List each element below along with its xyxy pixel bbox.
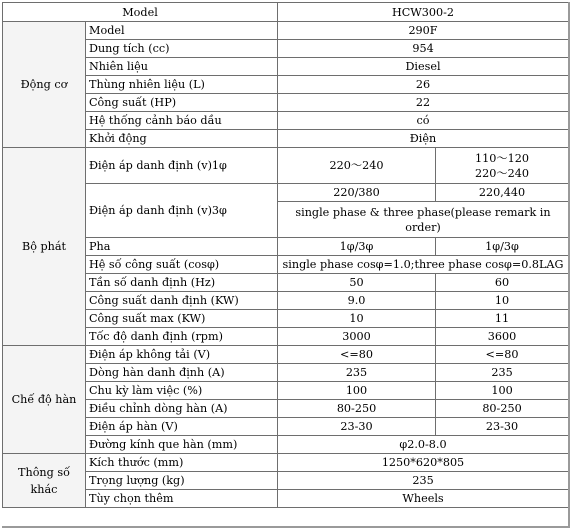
- row-label: Pha: [86, 238, 278, 256]
- table-row: [3, 418, 569, 436]
- row-label: Nhiên liệu: [86, 58, 278, 76]
- row-value: 290F: [278, 22, 569, 40]
- value-60hz: 3600: [436, 328, 569, 346]
- table-row: [3, 58, 569, 76]
- value-50hz: 235: [278, 364, 436, 382]
- row-label: Model: [86, 22, 278, 40]
- table-row: [3, 130, 569, 148]
- value-50hz: 220/380: [278, 184, 436, 202]
- table-row: [3, 400, 569, 418]
- group-engine: Động cơ: [3, 22, 86, 148]
- value-60hz-line2: 220～240: [475, 166, 529, 180]
- row-label: Hệ thống cảnh báo dầu: [86, 112, 278, 130]
- value-50hz: 10: [278, 310, 436, 328]
- table-row: [3, 454, 569, 472]
- value-60hz: 10: [436, 292, 569, 310]
- table-row: [3, 292, 569, 310]
- group-welding: Chế độ hàn: [3, 346, 86, 454]
- value-50hz: 220～240: [278, 148, 436, 184]
- value-60hz: <=80: [436, 346, 569, 364]
- value-60hz: 60: [436, 274, 569, 292]
- table-row: [3, 184, 569, 202]
- value-60hz: 23-30: [436, 418, 569, 436]
- header-model-value: HCW300-2: [278, 3, 569, 22]
- row-value: Wheels: [278, 490, 569, 508]
- row-value: có: [278, 112, 569, 130]
- phase-note: single phase & three phase(please remark in order): [278, 202, 569, 238]
- table-row: [3, 112, 569, 130]
- row-label: Kích thước (mm): [86, 454, 278, 472]
- table-row: [3, 328, 569, 346]
- value-60hz: 235: [436, 364, 569, 382]
- value-60hz: 80-250: [436, 400, 569, 418]
- value-50hz: 23-30: [278, 418, 436, 436]
- value-50hz: 80-250: [278, 400, 436, 418]
- value-60hz: 11: [436, 310, 569, 328]
- row-label: Dung tích (cc): [86, 40, 278, 58]
- value-50hz: 9.0: [278, 292, 436, 310]
- table-row: [3, 274, 569, 292]
- row-value: Điện: [278, 130, 569, 148]
- value-60hz: 1φ/3φ: [436, 238, 569, 256]
- table-row: [3, 490, 569, 508]
- table-row: [3, 364, 569, 382]
- value-60hz: [436, 148, 569, 184]
- row-value: 235: [278, 472, 569, 490]
- value-60hz: 100: [436, 382, 569, 400]
- row-label: Điện áp danh định (v)1φ: [86, 148, 278, 184]
- row-label: Tần số danh định (Hz): [86, 274, 278, 292]
- row-label: Tốc độ danh định (rpm): [86, 328, 278, 346]
- table-row: [3, 76, 569, 94]
- row-label: Dòng hàn danh định (A): [86, 364, 278, 382]
- row-label: Điện áp không tải (V): [86, 346, 278, 364]
- row-label: Thùng nhiên liệu (L): [86, 76, 278, 94]
- table-row: [3, 346, 569, 364]
- row-label: Điện áp danh định (v)3φ: [86, 184, 278, 238]
- group-generator: Bộ phát: [3, 148, 86, 346]
- table-row: [3, 40, 569, 58]
- table-row: [3, 472, 569, 490]
- row-value: Diesel: [278, 58, 569, 76]
- table-row: [3, 310, 569, 328]
- row-label: Công suất (HP): [86, 94, 278, 112]
- spec-table: [2, 2, 569, 508]
- value-50hz: 100: [278, 382, 436, 400]
- row-value: 22: [278, 94, 569, 112]
- table-row: [3, 148, 569, 184]
- value-50hz: 3000: [278, 328, 436, 346]
- value-60hz-line1: 110～120: [475, 151, 529, 165]
- row-value: single phase cosφ=1.0;three phase cosφ=0.8LAG: [278, 256, 569, 274]
- table-row: [3, 382, 569, 400]
- row-label: Đường kính que hàn (mm): [86, 436, 278, 454]
- row-value: φ2.0-8.0: [278, 436, 569, 454]
- row-label: Khởi động: [86, 130, 278, 148]
- table-row: [3, 94, 569, 112]
- value-50hz: 50: [278, 274, 436, 292]
- header-row: [3, 3, 569, 22]
- table-row: [3, 238, 569, 256]
- row-label: Công suất max (KW): [86, 310, 278, 328]
- value-50hz: <=80: [278, 346, 436, 364]
- row-label: Trọng lượng (kg): [86, 472, 278, 490]
- row-label: Điện áp hàn (V): [86, 418, 278, 436]
- row-label: Điều chỉnh dòng hàn (A): [86, 400, 278, 418]
- header-model-label: Model: [3, 3, 278, 22]
- spec-table-container: [2, 2, 568, 524]
- value-50hz: 1φ/3φ: [278, 238, 436, 256]
- table-row: [3, 22, 569, 40]
- table-row: [3, 436, 569, 454]
- row-value: 26: [278, 76, 569, 94]
- value-60hz: 220,440: [436, 184, 569, 202]
- row-label: Công suất danh định (KW): [86, 292, 278, 310]
- row-label: Chu kỳ làm việc (%): [86, 382, 278, 400]
- group-other: Thông số khác: [3, 454, 86, 508]
- row-label: Tùy chọn thêm: [86, 490, 278, 508]
- table-row: [3, 256, 569, 274]
- row-value: 1250*620*805: [278, 454, 569, 472]
- row-label: Hệ số công suất (cosφ): [86, 256, 278, 274]
- row-value: 954: [278, 40, 569, 58]
